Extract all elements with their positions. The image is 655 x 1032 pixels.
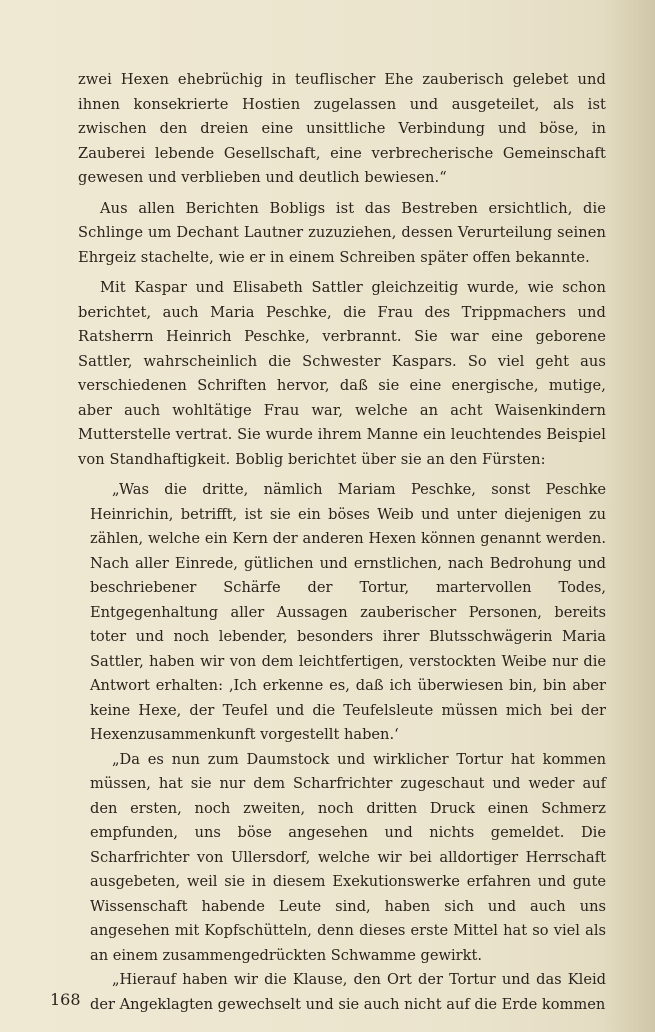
paragraph-2: Aus allen Berichten Bobligs ist das Bestreben ersichtlich, die Schlinge um Dechant Lautner zuzuziehen, dessen Verurteilung seinen Ehrgeiz stachelte, wie er in einem Schreiben später offen bekannte. (78, 199, 606, 266)
quote-3: „Hierauf haben wir die Klause, den Ort der Tortur und das Kleid der Angeklagten gewechselt und sie auch nicht auf die Erde kommen (90, 971, 606, 1013)
text-block (78, 68, 606, 1017)
quote-2: „Da es nun zum Daumstock und wirklicher Tortur hat kommen müssen, hat sie nur dem Scharfrichter zugeschaut und weder auf den ersten, noch zweiten, noch dritten Druck einen Schmerz empfunden, uns böse angesehen und nichts gemeldet. Die Scharfrichter von Ullersdorf, welche wir bei alldortiger Herrschaft ausgebeten, weil sie in diesem Exekutionswerke erfahren und gute Wissenschaft habende Leute sind, haben sich und auch uns angesehen mit Kopfschütteln, denn dieses erste Mittel hat so viel als an einem zusammengedrückten Schwamme gewirkt. (90, 750, 606, 964)
quote-1: „Was die dritte, nämlich Mariam Peschke, sonst Peschke Heinrichin, betrifft, ist sie ein böses Weib und unter diejenigen zu zählen, welche ein Kern der anderen Hexen können genannt werden. Nach aller Einrede, gütlichen und ernstlichen, nach Bedrohung und beschriebener Schärfe der Tortur, martervollen Todes, Entgegenhaltung aller Aussagen zauberischer Personen, bereits toter und noch lebender, besonders ihrer Blutsschwägerin Maria Sattler, haben wir von dem leichtfertigen, verstockten Weibe nur die Antwort erhalten: ‚Ich erkenne es, daß ich überwiesen bin, bin aber keine Hexe, der Teufel und die Teufelsleute müssen mich bei der Hexenzusammenkunft vorgestellt haben.‘ (90, 481, 606, 743)
page-number: 168 (50, 990, 81, 1009)
paragraph-3: Mit Kaspar und Elisabeth Sattler gleichzeitig wurde, wie schon berichtet, auch Maria Peschke, die Frau des Trippmachers und Ratsherrn Heinrich Peschke, verbrannt. Sie war eine geborene Sattler, wahrscheinlich die Schwester Kaspars. So viel geht aus verschiedenen Schriften hervor, daß sie eine energische, mutige, aber auch wohltätige Frau war, welche an acht Waisenkindern Mutterstelle vertrat. Sie wurde ihrem Manne ein leuchtendes Beispiel von Standhaftigkeit. Boblig berichtet über sie an den Fürsten: (78, 279, 606, 468)
paragraph-1: zwei Hexen ehebrüchig in teuflischer Ehe zauberisch gelebet und ihnen konsekrierte Hostien zugelassen und ausgeteilet, als ist zwischen den dreien eine unsittliche Verbindung und böse, in Zauberei lebende Gesellschaft, eine verbrecherische Gemeinschaft gewesen und verblieben und deutlich bewiesen.“ (78, 71, 606, 186)
